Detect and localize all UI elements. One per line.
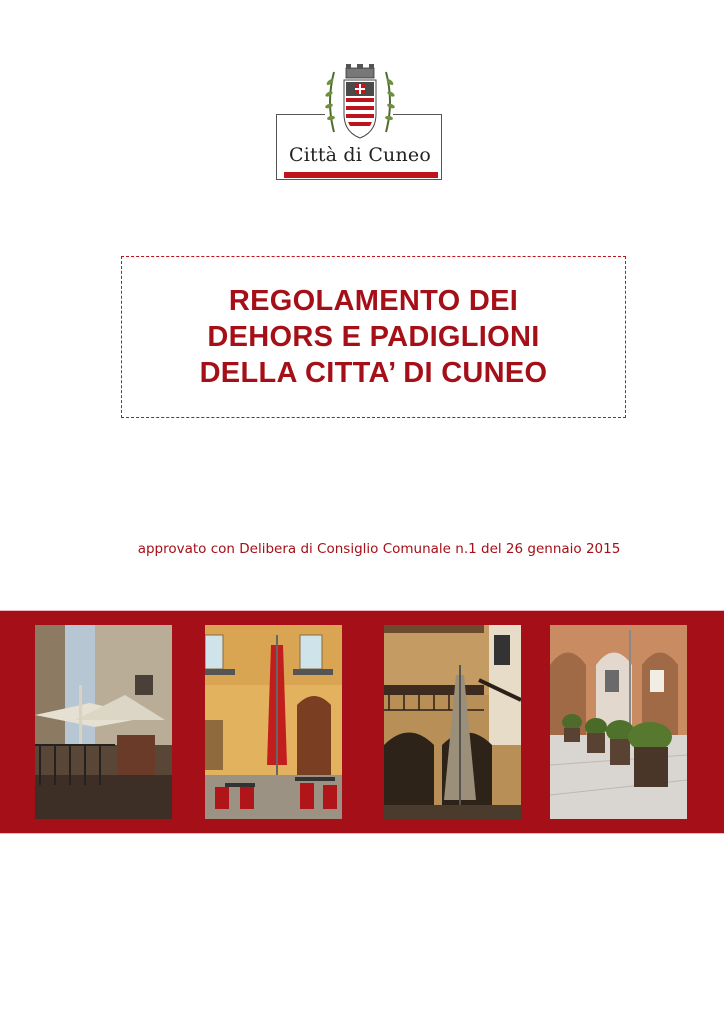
photo-dehors-umbrellas [35,625,172,819]
title-line-2: DEHORS E PADIGLIONI [207,321,540,353]
photo-band [0,610,724,834]
city-name: Città di Cuneo [288,144,432,166]
approval-text: approvato con Delibera di Consiglio Comunale n.1 del 26 gennaio 2015 [137,541,621,557]
photo-arcade-umbrella [384,625,521,819]
city-logo [274,62,446,182]
photo-planters-piazza [550,625,687,819]
title-box [121,256,626,418]
logo-red-bar [284,172,438,178]
photo-red-umbrella-facade [205,625,342,819]
title-line-1: REGOLAMENTO DEI [228,285,519,317]
title-line-3: DELLA CITTA’ DI CUNEO [199,357,548,389]
